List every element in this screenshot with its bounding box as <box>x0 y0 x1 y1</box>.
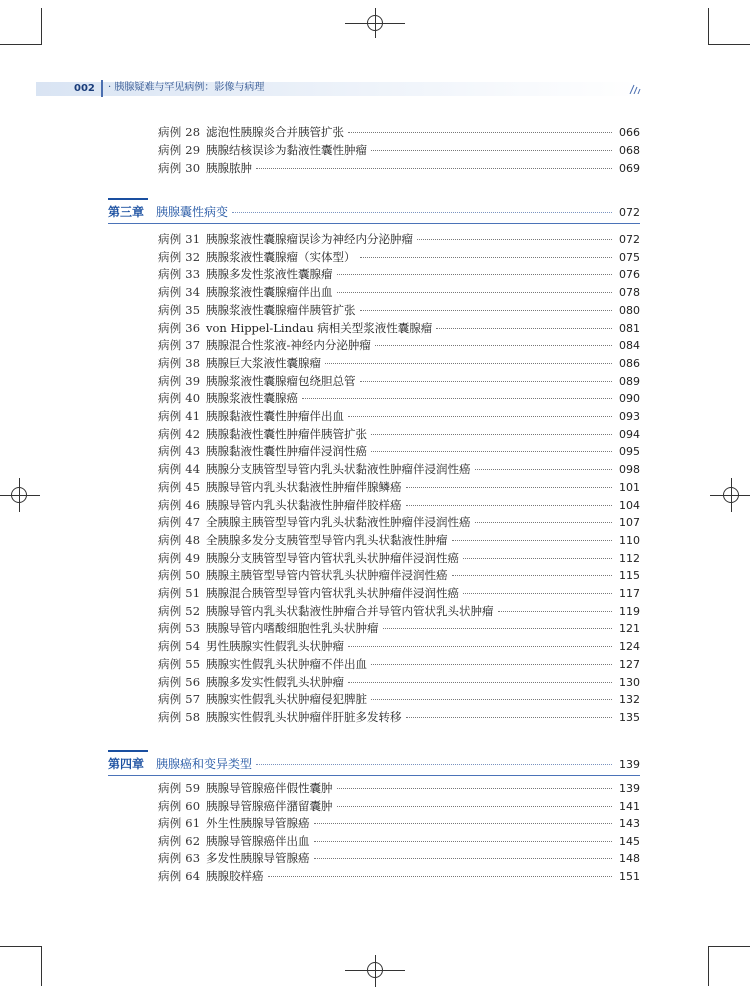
case-number: 病例 63 <box>158 851 201 866</box>
case-number: 病例 43 <box>158 444 201 459</box>
toc-entry[interactable] <box>158 550 640 567</box>
case-title: von Hippel-Lindau 病相关型浆液性囊腺瘤 <box>206 320 433 335</box>
page-ref: 135 <box>619 710 640 724</box>
case-number: 病例 48 <box>158 532 201 547</box>
case-number: 病例 56 <box>158 674 201 689</box>
case-title: 胰腺导管腺癌伴出血 <box>206 833 310 848</box>
case-number: 病例 37 <box>158 338 201 353</box>
dot-leader <box>348 682 612 683</box>
dot-leader <box>383 628 613 629</box>
page-ref: 101 <box>619 480 640 494</box>
case-number: 病例 61 <box>158 816 201 831</box>
page-ref: 075 <box>619 250 640 264</box>
page-ref: 127 <box>619 657 640 671</box>
toc-entry[interactable] <box>158 798 640 815</box>
dot-leader <box>337 292 613 293</box>
case-number: 病例 49 <box>158 550 201 565</box>
page-ref: 151 <box>619 870 640 883</box>
page-ref: 098 <box>619 463 640 477</box>
dot-leader <box>314 823 613 824</box>
dot-leader <box>436 328 612 329</box>
dot-leader <box>406 505 613 506</box>
dot-leader <box>417 239 612 240</box>
page-ref: 141 <box>619 799 640 813</box>
page-ref: 095 <box>619 445 640 459</box>
dot-leader <box>256 168 612 169</box>
page-ref: 110 <box>619 533 640 547</box>
dot-leader <box>371 699 612 700</box>
case-title: 胰腺分支胰管型导管内管状乳头状肿瘤伴浸润性癌 <box>206 550 459 565</box>
chapter-accent-bar <box>108 750 148 752</box>
case-title: 胰腺导管内乳头状黏液性肿瘤伴胶样癌 <box>206 497 402 512</box>
toc-entry[interactable] <box>158 815 640 832</box>
dot-leader <box>371 451 612 452</box>
case-number: 病例 31 <box>158 232 201 246</box>
toc-entry[interactable] <box>158 638 640 655</box>
dot-leader <box>314 858 613 859</box>
case-title: 多发性胰腺导管腺癌 <box>206 851 310 866</box>
page-ref: 115 <box>619 569 640 583</box>
page-ref: 121 <box>619 622 640 636</box>
book-title: · 胰腺疑难与罕见病例：影像与病理 <box>108 82 265 93</box>
case-number: 病例 44 <box>158 462 201 477</box>
toc-entry[interactable] <box>158 514 640 531</box>
case-number: 病例 35 <box>158 302 201 317</box>
dot-leader <box>452 540 613 541</box>
page-ref: 145 <box>619 834 640 848</box>
chapter-title: 胰腺囊性病变 <box>156 205 229 219</box>
chapter-heading[interactable] <box>108 755 640 775</box>
case-title: 胰腺导管内乳头状黏液性肿瘤合并导管内管状乳头状肿瘤 <box>206 603 494 618</box>
dot-leader <box>475 522 613 523</box>
case-title: 胰腺导管腺癌伴潴留囊肿 <box>206 798 333 813</box>
case-title: 男性胰腺实性假乳头状肿瘤 <box>206 639 344 654</box>
case-title: 胰腺实性假乳头状肿瘤不伴出血 <box>206 656 367 671</box>
case-title: 胰腺结核误诊为黏液性囊性肿瘤 <box>206 143 367 157</box>
page-ref: 090 <box>619 392 640 406</box>
toc-entry[interactable] <box>158 266 640 283</box>
case-title: 胰腺浆液性囊腺癌 <box>206 391 298 406</box>
dot-leader <box>314 841 613 842</box>
case-title: 胰腺导管内乳头状黏液性肿瘤伴腺鳞癌 <box>206 479 402 494</box>
case-number: 病例 53 <box>158 621 201 636</box>
dot-leader <box>337 274 613 275</box>
toc-entry[interactable] <box>158 585 640 602</box>
case-title: 胰腺黏液性囊性肿瘤伴出血 <box>206 409 344 423</box>
case-title: 胰腺多发性浆液性囊腺瘤 <box>206 267 333 282</box>
dot-leader <box>337 806 613 807</box>
case-title: 胰腺导管内嗜酸细胞性乳头状肿瘤 <box>206 621 379 636</box>
dot-leader <box>232 212 612 213</box>
toc-entry[interactable] <box>158 479 640 496</box>
toc-entry[interactable] <box>158 620 640 637</box>
case-title: 全胰腺多发分支胰管型导管内乳头状黏液性肿瘤 <box>206 532 448 547</box>
dot-leader <box>463 558 612 559</box>
toc-entry[interactable] <box>158 443 640 460</box>
case-title: 胰腺浆液性囊腺瘤误诊为神经内分泌肿瘤 <box>206 232 413 246</box>
dot-leader <box>452 575 613 576</box>
case-title: 胰腺导管腺癌伴假性囊肿 <box>206 781 333 795</box>
dot-leader <box>348 132 612 133</box>
toc-entry[interactable] <box>158 160 640 177</box>
case-title: 胰腺浆液性囊腺瘤包绕胆总管 <box>206 373 356 388</box>
case-number: 病例 33 <box>158 267 201 282</box>
case-title: 胰腺黏液性囊性肿瘤伴浸润性癌 <box>206 444 367 459</box>
toc-entry[interactable] <box>158 142 640 159</box>
dot-leader <box>348 416 612 417</box>
page-ref: 084 <box>619 339 640 353</box>
dot-leader <box>371 434 612 435</box>
case-title: 胰腺脓肿 <box>206 161 252 175</box>
page-ref: 068 <box>619 144 640 157</box>
case-title: 胰腺黏液性囊性肿瘤伴胰管扩张 <box>206 426 367 441</box>
dot-leader <box>475 469 613 470</box>
case-title: 胰腺浆液性囊腺瘤伴胰管扩张 <box>206 302 356 317</box>
page-ref: 130 <box>619 675 640 689</box>
dot-leader <box>406 717 613 718</box>
toc-entry[interactable] <box>158 780 640 797</box>
toc-entry[interactable] <box>158 709 640 726</box>
case-number: 病例 29 <box>158 143 201 157</box>
case-number: 病例 62 <box>158 833 201 848</box>
dot-leader <box>406 487 613 488</box>
page-ref: 069 <box>619 162 640 175</box>
toc-entry[interactable] <box>158 868 640 885</box>
dot-leader <box>360 381 613 382</box>
case-title: 胰腺巨大浆液性囊腺瘤 <box>206 355 321 370</box>
chapter-underline <box>108 223 640 224</box>
toc-entry[interactable] <box>158 497 640 514</box>
case-title: 胰腺混合胰管型导管内管状乳头状肿瘤伴浸润性癌 <box>206 586 459 600</box>
toc-entry[interactable] <box>158 373 640 390</box>
case-number: 病例 47 <box>158 515 201 530</box>
case-number: 病例 40 <box>158 391 201 406</box>
page-ref: 072 <box>619 206 640 219</box>
case-number: 病例 34 <box>158 285 201 300</box>
toc-entry[interactable] <box>158 567 640 584</box>
dot-leader <box>256 764 612 765</box>
dot-leader <box>337 788 613 789</box>
case-title: 胰腺实性假乳头状肿瘤侵犯脾脏 <box>206 692 367 707</box>
toc-entry[interactable] <box>158 833 640 850</box>
case-title: 胰腺胶样癌 <box>206 869 264 883</box>
chapter-number: 第三章 <box>108 205 145 219</box>
chapter-heading[interactable] <box>108 203 640 223</box>
page-ref: 148 <box>619 852 640 866</box>
dot-leader <box>371 664 612 665</box>
chapter-underline <box>108 775 640 776</box>
page-ref: 117 <box>619 587 640 600</box>
case-number: 病例 30 <box>158 161 201 175</box>
page-ref: 107 <box>619 516 640 530</box>
dot-leader <box>498 611 613 612</box>
case-number: 病例 57 <box>158 692 201 707</box>
toc-entry[interactable] <box>158 674 640 691</box>
case-title: 胰腺主胰管型导管内管状乳头状肿瘤伴浸润性癌 <box>206 568 448 583</box>
toc-entry[interactable] <box>158 249 640 266</box>
case-number: 病例 59 <box>158 781 201 795</box>
case-number: 病例 42 <box>158 426 201 441</box>
page-ref: 080 <box>619 303 640 317</box>
dot-leader <box>268 876 613 877</box>
case-number: 病例 45 <box>158 479 201 494</box>
page-number: 002 <box>74 83 95 94</box>
page-ref: 072 <box>619 233 640 246</box>
page-ref: 066 <box>619 126 640 139</box>
case-number: 病例 38 <box>158 355 201 370</box>
dot-leader <box>325 363 612 364</box>
page-ref: 112 <box>619 551 640 565</box>
case-title: 胰腺多发实性假乳头状肿瘤 <box>206 674 344 689</box>
case-number: 病例 64 <box>158 869 201 883</box>
toc-entry[interactable] <box>158 656 640 673</box>
case-number: 病例 50 <box>158 568 201 583</box>
toc-entry[interactable] <box>158 284 640 301</box>
page-ref: 132 <box>619 693 640 707</box>
chapter-title: 胰腺癌和变异类型 <box>156 757 253 771</box>
page-ref: 086 <box>619 356 640 370</box>
toc-entry[interactable] <box>158 532 640 549</box>
page-ref: 076 <box>619 268 640 282</box>
toc-entry[interactable] <box>158 603 640 620</box>
case-number: 病例 28 <box>158 125 201 139</box>
page-ref: 119 <box>619 604 640 618</box>
case-title: 全胰腺主胰管型导管内乳头状黏液性肿瘤伴浸润性癌 <box>206 515 471 530</box>
toc-entry[interactable] <box>158 426 640 443</box>
toc-entry[interactable] <box>158 302 640 319</box>
case-number: 病例 36 <box>158 320 201 335</box>
dot-leader <box>375 345 612 346</box>
toc-entry[interactable] <box>158 337 640 354</box>
chapter-number: 第四章 <box>108 757 145 771</box>
page-ref: 139 <box>619 758 640 771</box>
case-number: 病例 55 <box>158 656 201 671</box>
case-number: 病例 60 <box>158 798 201 813</box>
case-number: 病例 46 <box>158 497 201 512</box>
dot-leader <box>463 593 612 594</box>
toc-entry[interactable] <box>158 390 640 407</box>
case-number: 病例 39 <box>158 373 201 388</box>
case-number: 病例 58 <box>158 709 201 724</box>
case-number: 病例 41 <box>158 409 201 423</box>
toc-entry[interactable] <box>158 124 640 141</box>
toc-entry[interactable] <box>158 231 640 248</box>
toc-entry[interactable] <box>158 691 640 708</box>
case-title: 胰腺混合性浆液-神经内分泌肿瘤 <box>206 338 371 353</box>
case-number: 病例 32 <box>158 249 201 264</box>
case-title: 滤泡性胰腺炎合并胰管扩张 <box>206 125 344 139</box>
case-number: 病例 52 <box>158 603 201 618</box>
case-title: 胰腺浆液性囊腺瘤（实体型） <box>206 249 356 264</box>
chapter-accent-bar <box>108 198 148 200</box>
header-divider <box>101 80 103 97</box>
page-ref: 104 <box>619 498 640 512</box>
toc-entry[interactable] <box>158 355 640 372</box>
case-title: 外生性胰腺导管腺癌 <box>206 816 310 831</box>
page-ref: 124 <box>619 640 640 654</box>
case-number: 病例 54 <box>158 639 201 654</box>
dot-leader <box>302 398 612 399</box>
toc-entry[interactable] <box>158 850 640 867</box>
page-ref: 089 <box>619 374 640 388</box>
dot-leader <box>360 257 613 258</box>
toc-entry[interactable] <box>158 408 640 425</box>
case-title: 胰腺分支胰管型导管内乳头状黏液性肿瘤伴浸润性癌 <box>206 462 471 477</box>
page-ref: 094 <box>619 427 640 441</box>
toc-entry[interactable] <box>158 461 640 478</box>
dot-leader <box>348 646 612 647</box>
case-title: 胰腺实性假乳头状肿瘤伴肝脏多发转移 <box>206 709 402 724</box>
header-decoration-icon <box>628 84 642 94</box>
page-ref: 139 <box>619 782 640 795</box>
toc-entry[interactable] <box>158 320 640 337</box>
page-ref: 078 <box>619 286 640 300</box>
dot-leader <box>360 310 613 311</box>
page-ref: 143 <box>619 817 640 831</box>
case-number: 病例 51 <box>158 586 201 600</box>
page-ref: 081 <box>619 321 640 335</box>
case-title: 胰腺浆液性囊腺瘤伴出血 <box>206 285 333 300</box>
dot-leader <box>371 150 612 151</box>
page-ref: 093 <box>619 410 640 423</box>
